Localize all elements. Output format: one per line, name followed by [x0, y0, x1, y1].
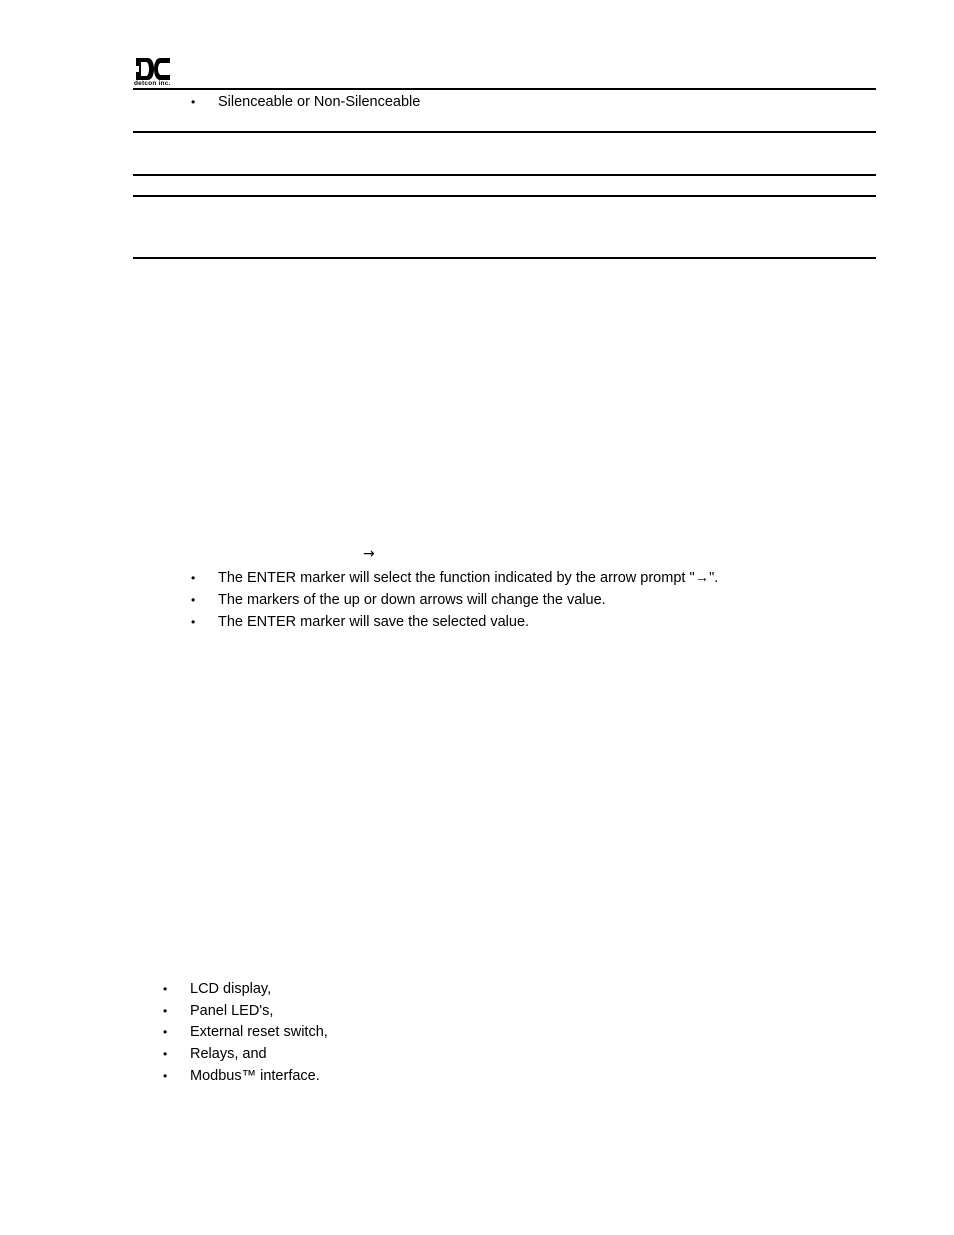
- bullet-icon: •: [191, 593, 196, 607]
- bullet-icon: •: [163, 1004, 168, 1018]
- section-rule-4: [133, 257, 876, 259]
- bullet-icon: •: [191, 571, 196, 585]
- bullet-icon: •: [163, 1047, 168, 1061]
- list-item: Modbus™ interface.: [190, 1068, 320, 1084]
- bullet-icon: •: [163, 982, 168, 996]
- logo-caption: detcon inc.: [134, 80, 171, 87]
- section-rule-3: [133, 195, 876, 197]
- detcon-logo-icon: [134, 56, 174, 82]
- header-rule: [133, 88, 876, 90]
- list-item: External reset switch,: [190, 1024, 328, 1040]
- section-rule-1: [133, 131, 876, 133]
- list-item: Relays, and: [190, 1046, 267, 1062]
- list-item: LCD display,: [190, 981, 272, 997]
- list-item: The ENTER marker will select the function indicated by the arrow prompt "→".: [218, 570, 719, 586]
- list-item: The markers of the up or down arrows will change the value.: [218, 592, 606, 608]
- section-rule-2: [133, 174, 876, 176]
- bullet-icon: •: [191, 615, 196, 629]
- list-item: The ENTER marker will save the selected value.: [218, 614, 530, 630]
- arrow-prompt-icon: →: [363, 546, 375, 562]
- list-item: Panel LED's,: [190, 1003, 274, 1019]
- bullet-icon: •: [163, 1069, 168, 1083]
- bullet-icon: •: [163, 1025, 168, 1039]
- list-item: Silenceable or Non-Silenceable: [218, 94, 421, 110]
- bullet-icon: •: [191, 95, 196, 109]
